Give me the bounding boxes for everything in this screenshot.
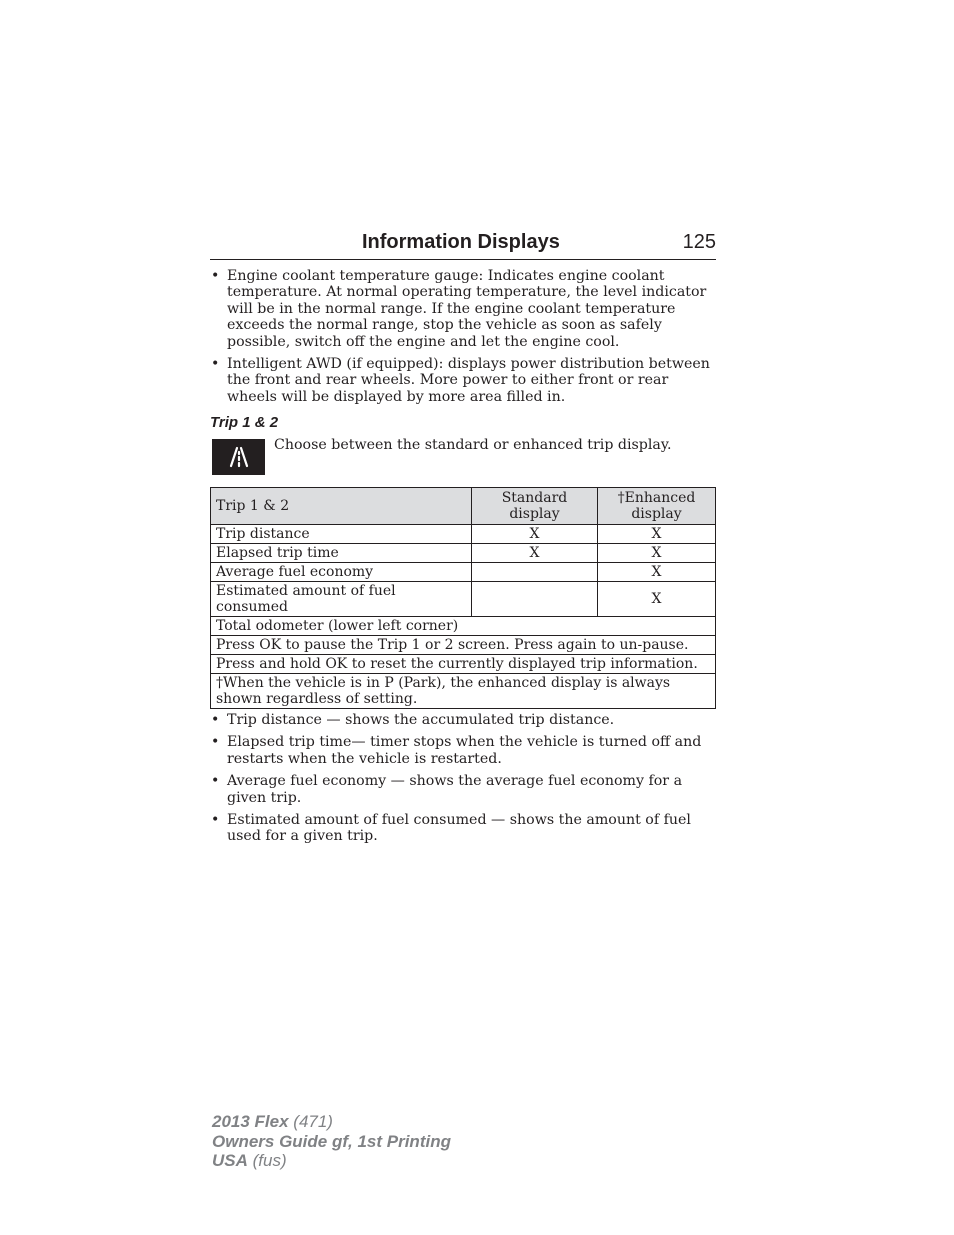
footer-line — [212, 1151, 451, 1171]
page-footer — [212, 1112, 451, 1171]
table-cell — [472, 563, 598, 582]
table-note: Press OK to pause the Trip 1 or 2 screen. Press again to un-pause. — [211, 636, 716, 655]
list-item: • Engine coolant temperature gauge: Indicates engine coolant temperature. At normal operating temperature, the level indicator will be in the normal range. If the engine coolant temperature exceeds the normal range, stop the vehicle as soon as safely possible, switch off the engine and let the engine cool. — [210, 268, 716, 350]
bottom-bullet-list — [210, 712, 716, 851]
list-item: • Average fuel economy — shows the average fuel economy for a given trip. — [210, 773, 716, 806]
trip-road-icon — [212, 439, 265, 475]
list-item: • Trip distance — shows the accumulated trip distance. — [210, 712, 716, 728]
column-header: †Enhanced display — [598, 488, 716, 525]
table-cell: X — [598, 544, 716, 563]
footer-region-code: (fus) — [247, 1151, 287, 1170]
section-intro: Choose between the standard or enhanced trip display. — [274, 437, 672, 453]
table-cell: Trip distance — [211, 525, 472, 544]
table-note-row — [211, 636, 716, 655]
column-header: Trip 1 & 2 — [211, 488, 472, 525]
list-item: • Estimated amount of fuel consumed — shows the amount of fuel used for a given trip. — [210, 812, 716, 845]
table-cell: X — [598, 525, 716, 544]
list-item: • Intelligent AWD (if equipped): displays power distribution between the front and rear wheels. More power to either front or rear wheels will be displayed by more area filled in. — [210, 356, 716, 405]
footer-line — [212, 1132, 451, 1152]
footer-line — [212, 1112, 451, 1132]
footer-code: (471) — [288, 1112, 333, 1131]
trip-table — [210, 487, 716, 709]
table-note-row — [211, 617, 716, 636]
section-heading: Trip 1 & 2 — [210, 414, 279, 431]
page-number: 125 — [682, 231, 716, 253]
table-cell: X — [598, 563, 716, 582]
footer-guide: Owners Guide gf, 1st Printing — [212, 1131, 451, 1151]
page-title: Information Displays — [362, 231, 560, 253]
table-cell: Elapsed trip time — [211, 544, 472, 563]
column-header: Standard display — [472, 488, 598, 525]
table-header-row — [211, 488, 716, 525]
list-item: • Elapsed trip time— timer stops when the vehicle is turned off and restarts when the vehicle is restarted. — [210, 734, 716, 767]
table-note: Press and hold OK to reset the currently displayed trip information. — [211, 655, 716, 674]
footer-model: 2013 Flex — [212, 1112, 289, 1131]
table-row — [211, 563, 716, 582]
table-note: Total odometer (lower left corner) — [211, 617, 716, 636]
table-note-row — [211, 655, 716, 674]
table-row — [211, 544, 716, 563]
table-cell: Average fuel economy — [211, 563, 472, 582]
table-cell: X — [598, 582, 716, 617]
table-cell: Estimated amount of fuel consumed — [211, 582, 472, 617]
table-cell: X — [472, 525, 598, 544]
table-row — [211, 582, 716, 617]
table-row — [211, 525, 716, 544]
table-note-row — [211, 674, 716, 709]
page-header — [210, 229, 716, 260]
table-cell — [472, 582, 598, 617]
top-bullet-list — [210, 268, 716, 411]
table-note: †When the vehicle is in P (Park), the enhanced display is always shown regardless of setting. — [211, 674, 716, 709]
table-cell: X — [472, 544, 598, 563]
footer-region: USA — [212, 1151, 248, 1170]
